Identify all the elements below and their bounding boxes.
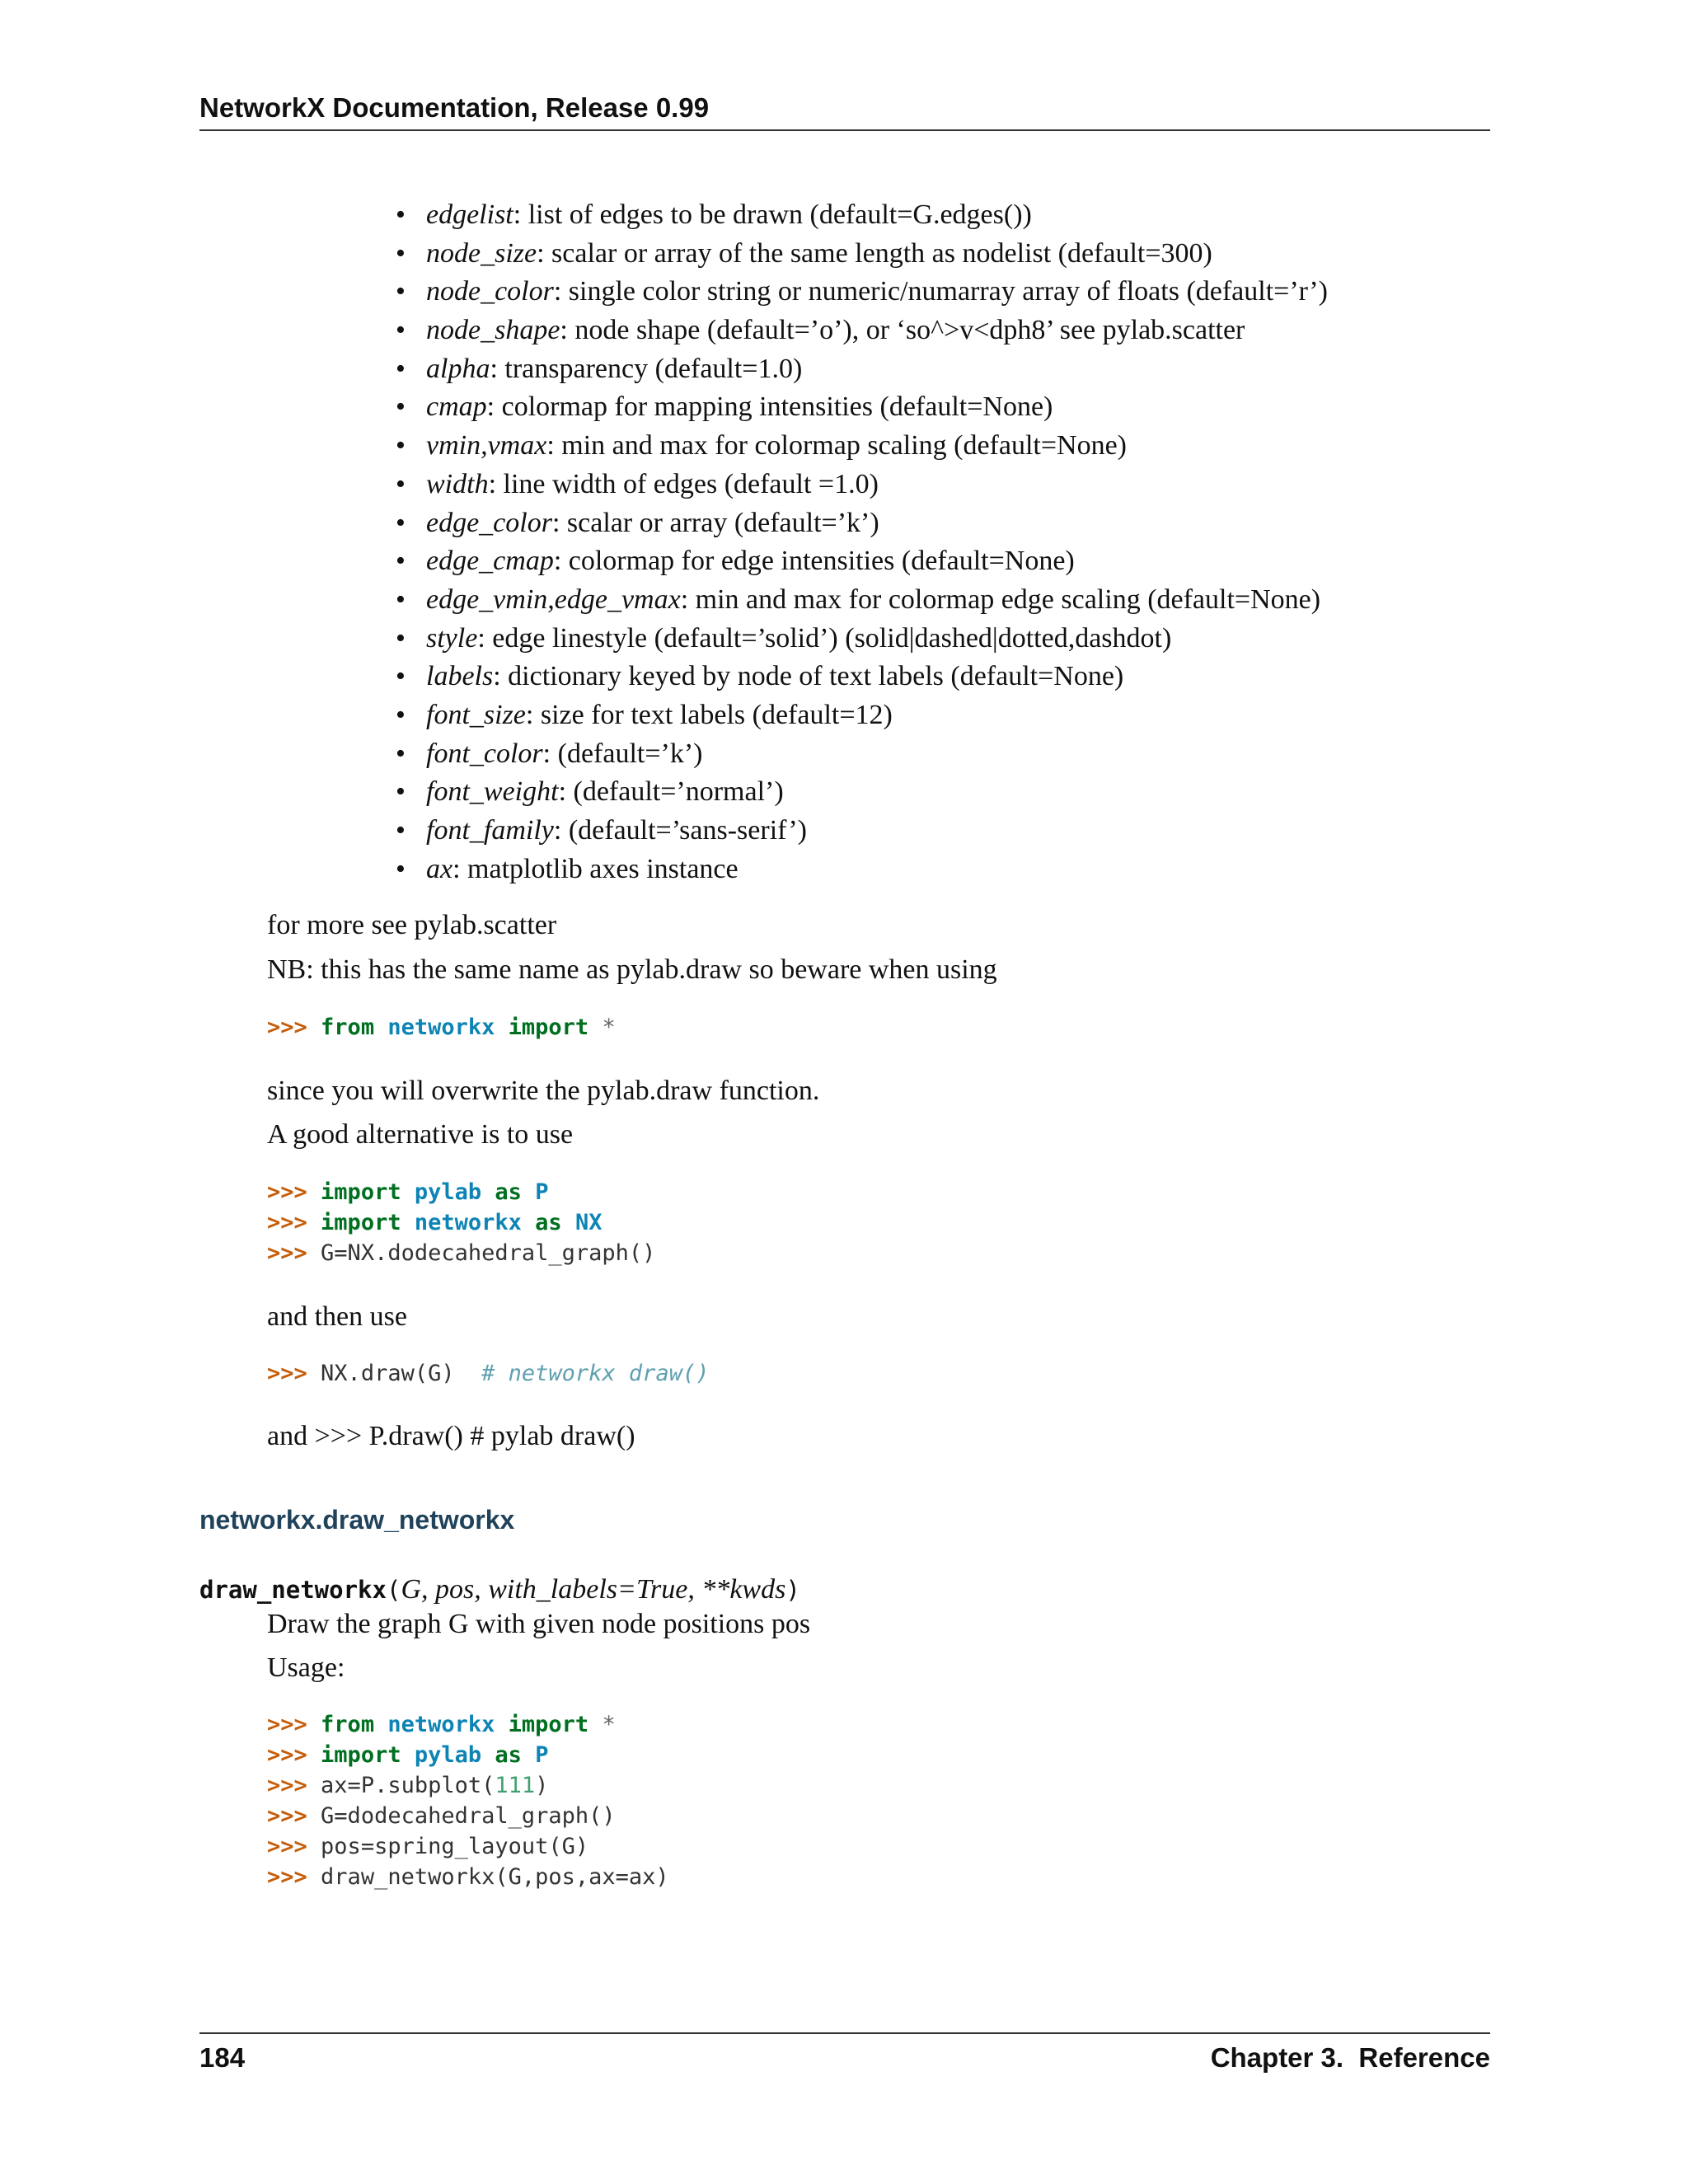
- param-name: edgelist: [426, 199, 513, 230]
- code-statement: draw_networkx(G,pos,ax=ax): [321, 1864, 669, 1890]
- param-desc: : edge linestyle (default=’solid’) (solid|dashed|dotted,dashdot): [477, 622, 1172, 654]
- code-statement: pos=spring_layout(G): [321, 1834, 589, 1859]
- code-keyword: import: [321, 1179, 401, 1205]
- list-item: [396, 696, 1328, 735]
- bullet-icon: •: [396, 353, 406, 384]
- function-description: Draw the graph G with given node positions pos: [267, 1609, 811, 1639]
- alternative-text: A good alternative is to use: [267, 1119, 574, 1150]
- usage-label: Usage:: [267, 1652, 345, 1683]
- code-keyword: import: [508, 1015, 589, 1040]
- code-keyword: from: [321, 1015, 375, 1040]
- list-item: [396, 196, 1328, 235]
- param-name: font_size: [426, 699, 526, 730]
- param-name: edge_color: [426, 507, 552, 538]
- param-desc: : node shape (default=’o’), or ‘so^>v<dph8’ see pylab.scatter: [560, 315, 1245, 346]
- code-keyword: from: [321, 1712, 375, 1737]
- param-desc: : dictionary keyed by node of text labels (default=None): [493, 661, 1124, 692]
- code-keyword: import: [508, 1712, 589, 1737]
- param-name: edge_vmin,edge_vmax: [426, 583, 681, 615]
- code-prompt: >>>: [267, 1773, 307, 1798]
- bullet-icon: •: [396, 430, 406, 462]
- list-item: [396, 620, 1328, 658]
- bullet-icon: •: [396, 776, 406, 808]
- param-name: style: [426, 622, 478, 654]
- function-name: draw_networkx: [199, 1576, 387, 1604]
- overwrite-text: since you will overwrite the pylab.draw function.: [267, 1076, 820, 1106]
- list-item: [396, 735, 1328, 774]
- param-name: ax: [426, 853, 453, 884]
- bullet-icon: •: [396, 815, 406, 846]
- bullet-icon: •: [396, 468, 406, 499]
- header-rule: [199, 129, 1490, 131]
- bullet-icon: •: [396, 546, 406, 577]
- code-prompt: >>>: [267, 1179, 307, 1205]
- page-number: 184: [199, 2042, 246, 2073]
- list-item: [396, 388, 1328, 427]
- code-block: [267, 1177, 655, 1268]
- param-name: alpha: [426, 353, 490, 384]
- list-item: [396, 812, 1328, 851]
- function-signature: [199, 1574, 800, 1605]
- code-prompt: >>>: [267, 1864, 307, 1890]
- code-module: networkx: [387, 1015, 495, 1040]
- code-statement: ): [535, 1773, 549, 1798]
- list-item: [396, 581, 1328, 620]
- code-prompt: >>>: [267, 1712, 307, 1737]
- list-item: [396, 542, 1328, 581]
- code-statement: G=dodecahedral_graph(): [321, 1803, 616, 1829]
- bullet-icon: •: [396, 738, 406, 769]
- code-statement: G=NX.dodecahedral_graph(): [321, 1240, 656, 1266]
- list-item: [396, 851, 1328, 889]
- param-name: edge_cmap: [426, 546, 554, 577]
- code-block: [267, 1358, 709, 1389]
- param-desc: : scalar or array of the same length as nodelist (default=300): [537, 237, 1212, 269]
- section-title: networkx.draw_networkx: [199, 1505, 515, 1535]
- code-keyword: import: [321, 1210, 401, 1235]
- code-keyword: as: [495, 1742, 522, 1768]
- code-block: [267, 1012, 616, 1043]
- bullet-icon: •: [396, 853, 406, 884]
- param-name: width: [426, 468, 489, 499]
- code-prompt: >>>: [267, 1742, 307, 1768]
- code-prompt: >>>: [267, 1015, 307, 1040]
- code-module: networkx: [414, 1210, 522, 1235]
- list-item: [396, 466, 1328, 504]
- param-desc: : line width of edges (default =1.0): [488, 468, 879, 499]
- signature-paren: (: [386, 1576, 401, 1604]
- code-module: pylab: [414, 1742, 482, 1768]
- list-item: [396, 235, 1328, 274]
- footer-rule: [199, 2032, 1490, 2034]
- bullet-icon: •: [396, 199, 406, 230]
- page-header-title: NetworkX Documentation, Release 0.99: [199, 92, 710, 123]
- code-statement: ax=P.subplot(: [321, 1773, 495, 1798]
- param-name: font_color: [426, 738, 543, 769]
- code-number: 111: [495, 1773, 536, 1798]
- param-desc: : size for text labels (default=12): [525, 699, 893, 730]
- param-desc: : list of edges to be drawn (default=G.edges()): [513, 199, 1032, 230]
- param-name: font_family: [426, 815, 554, 846]
- param-desc: : min and max for colormap scaling (default=None): [546, 430, 1128, 462]
- param-desc: : (default=’sans-serif’): [553, 815, 807, 846]
- code-module: pylab: [414, 1179, 482, 1205]
- then-use-text: and then use: [267, 1301, 407, 1332]
- bullet-icon: •: [396, 391, 406, 423]
- code-statement: NX.draw(G): [321, 1361, 455, 1386]
- param-desc: : colormap for mapping intensities (default=None): [486, 391, 1053, 423]
- param-desc: : (default=’k’): [542, 738, 703, 769]
- parameter-list: [396, 196, 1328, 888]
- param-name: labels: [426, 661, 494, 692]
- code-alias: P: [535, 1742, 549, 1768]
- param-name: node_color: [426, 276, 554, 307]
- code-prompt: >>>: [267, 1361, 307, 1386]
- param-name: vmin,vmax: [426, 430, 547, 462]
- function-params: G, pos, with_labels=True, **kwds: [401, 1574, 786, 1605]
- param-desc: : (default=’normal’): [558, 776, 784, 808]
- list-item: [396, 312, 1328, 350]
- code-comment: # networkx draw(): [481, 1361, 710, 1386]
- code-operator: *: [602, 1015, 616, 1040]
- code-keyword: import: [321, 1742, 401, 1768]
- code-alias: NX: [574, 1210, 603, 1235]
- code-prompt: >>>: [267, 1834, 307, 1859]
- bullet-icon: •: [396, 276, 406, 307]
- list-item: [396, 273, 1328, 312]
- signature-paren: ): [785, 1576, 800, 1604]
- list-item: [396, 773, 1328, 812]
- param-name: node_size: [426, 237, 537, 269]
- bullet-icon: •: [396, 583, 406, 615]
- pylab-draw-text: and >>> P.draw() # pylab draw(): [267, 1421, 635, 1451]
- param-name: node_shape: [426, 315, 560, 346]
- param-name: font_weight: [426, 776, 559, 808]
- param-desc: : transparency (default=1.0): [490, 353, 803, 384]
- code-module: networkx: [387, 1712, 495, 1737]
- bullet-icon: •: [396, 315, 406, 346]
- param-desc: : single color string or numeric/numarray array of floats (default=’r’): [553, 276, 1328, 307]
- list-item: [396, 427, 1328, 466]
- code-prompt: >>>: [267, 1240, 307, 1266]
- bullet-icon: •: [396, 622, 406, 654]
- list-item: [396, 504, 1328, 543]
- bullet-icon: •: [396, 237, 406, 269]
- bullet-icon: •: [396, 661, 406, 692]
- code-keyword: as: [495, 1179, 522, 1205]
- bullet-icon: •: [396, 507, 406, 538]
- list-item: [396, 658, 1328, 696]
- list-item: [396, 350, 1328, 389]
- code-prompt: >>>: [267, 1803, 307, 1829]
- code-keyword: as: [535, 1210, 562, 1235]
- param-desc: : matplotlib axes instance: [452, 853, 738, 884]
- code-operator: *: [602, 1712, 616, 1737]
- param-name: cmap: [426, 391, 487, 423]
- param-desc: : min and max for colormap edge scaling (default=None): [680, 583, 1321, 615]
- code-prompt: >>>: [267, 1210, 307, 1235]
- code-alias: P: [535, 1179, 549, 1205]
- param-desc: : scalar or array (default=’k’): [551, 507, 879, 538]
- see-more-text: for more see pylab.scatter: [267, 910, 557, 940]
- code-block: [267, 1709, 669, 1892]
- bullet-icon: •: [396, 699, 406, 730]
- nb-text: NB: this has the same name as pylab.draw so beware when using: [267, 954, 997, 985]
- chapter-label: Chapter 3. Reference: [1210, 2042, 1490, 2073]
- param-desc: : colormap for edge intensities (default=None): [553, 546, 1075, 577]
